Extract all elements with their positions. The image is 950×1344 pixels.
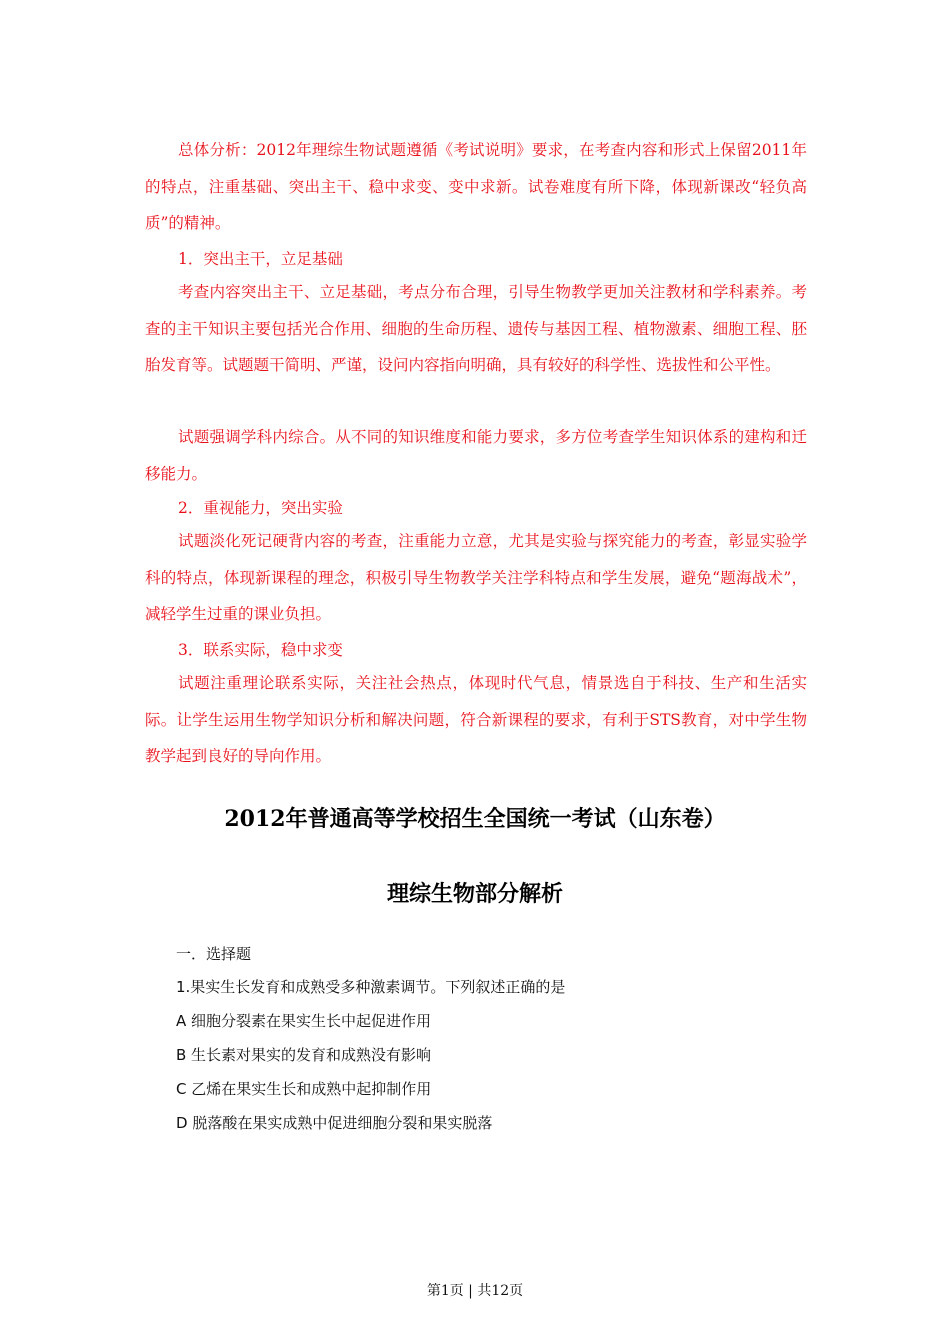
exam-subtitle: 理综生物部分解析: [386, 881, 563, 907]
point-1-paragraph-1: 考查内容突出主干、立足基础，考点分布合理，引导生物教学更加关注教材和学科素养。考查的主干知识主要包括光合作用、细胞的生命历程、遗传与基因工程、植物激素、细胞工程、胚胎发育等。试题题干简明、严谨，设问内容指向明确，具有较好的科学性、选拔性和公平性。: [145, 283, 807, 374]
point-1-paragraph-2: 试题强调学科内综合。从不同的知识维度和能力要求，多方位考查学生知识体系的建构和迁移能力。: [145, 428, 807, 483]
option-d: D 脱落酸在果实成熟中促进细胞分裂和果实脱落: [176, 1114, 493, 1132]
point-2-heading: 2．重视能力，突出实验: [178, 499, 343, 517]
point-2-paragraph-1: 试题淡化死记硬背内容的考查，注重能力立意，尤其是实验与探究能力的考查，彰显实验学科的特点，体现新课程的理念，积极引导生物教学关注学科特点和学生发展，避免“题海战术”，减轻学生过重的课业负担。: [145, 532, 807, 623]
option-a: A 细胞分裂素在果实生长中起促进作用: [176, 1012, 432, 1030]
option-b: B 生长素对果实的发育和成熟没有影响: [176, 1046, 432, 1064]
page-footer: 第1页 | 共12页: [426, 1283, 524, 1299]
exam-title: 2012年普通高等学校招生全国统一考试（山东卷）: [224, 806, 726, 832]
question-stem: 1.果实生长发育和成熟受多种激素调节。下列叙述正确的是: [176, 978, 566, 996]
point-3-heading: 3．联系实际，稳中求变: [178, 641, 343, 659]
overview-paragraph: 总体分析：2012年理综生物试题遵循《考试说明》要求，在考查内容和形式上保留2011年的特点，注重基础、突出主干、稳中求变、变中求新。试卷难度有所下降，体现新课改“轻负高质”的精神。: [145, 141, 807, 232]
section-heading: 一．选择题: [176, 945, 252, 963]
point-3-paragraph-1: 试题注重理论联系实际，关注社会热点，体现时代气息，情景选自于科技、生产和生活实际。让学生运用生物学知识分析和解决问题，符合新课程的要求，有利于STS教育，对中学生物教学起到良好的导向作用。: [145, 674, 807, 765]
option-c: C 乙烯在果实生长和成熟中起抑制作用: [176, 1080, 432, 1098]
point-1-heading: 1．突出主干，立足基础: [178, 250, 343, 268]
